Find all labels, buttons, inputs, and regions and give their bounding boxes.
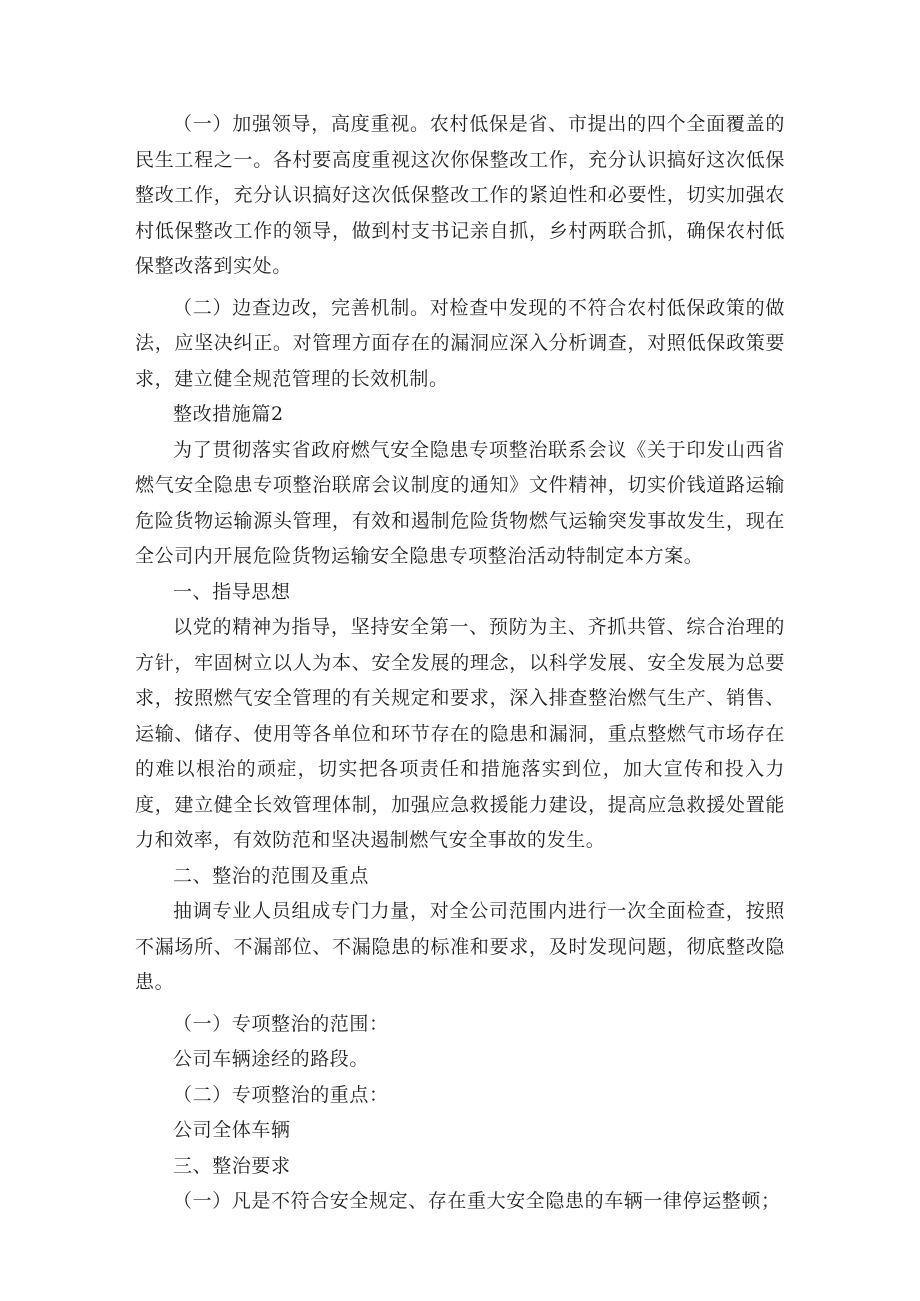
paragraph-inspection: 抽调专业人员组成专门力量，对全公司范围内进行一次全面检查，按照不漏场所、不漏部位、不漏隐患的标准和要求，及时发现问题，彻底整改隐患。 [135, 900, 785, 993]
section-heading-guiding-ideology: 一、指导思想 [173, 580, 291, 603]
document-body [135, 107, 785, 1220]
list-item-focus-text: 公司全体车辆 [173, 1119, 291, 1141]
section-heading-requirements: 三、整治要求 [173, 1154, 291, 1177]
list-item-requirement-1: （一）凡是不符合安全规定、存在重大安全隐患的车辆一律停运整顿； [173, 1190, 781, 1212]
section-heading-measures-2: 整改措施篇2 [173, 403, 284, 425]
paragraph-purpose: 为了贯彻落实省政府燃气安全隐患专项整治联系会议《关于印发山西省燃气安全隐患专项整治联席会议制度的通知》文件精神，切实价钱道路运输危险货物运输源头管理，有效和遏制危险货物燃气运输突发事故发生，现在全公司内开展危险货物运输安全隐患专项整治活动特制定本方案。 [135, 438, 785, 567]
list-item-focus-heading: （二）专项整治的重点： [173, 1083, 389, 1106]
list-item-scope-text: 公司车辆途经的路段。 [173, 1048, 370, 1070]
paragraph-check-and-correct: （二）边查边改，完善机制。对检查中发现的不符合农村低保政策的做法，应坚决纠正。对管理方面存在的漏洞应深入分析调查，对照低保政策要求，建立健全规范管理的长效机制。 [135, 296, 785, 390]
paragraph-guiding-ideology: 以党的精神为指导，坚持安全第一、预防为主、齐抓共管、综合治理的方针，牢固树立以人为本、安全发展的理念，以科学发展、安全发展为总要求，按照燃气安全管理的有关规定和要求，深入排查整治燃气生产、销售、运输、储存、使用等各单位和环节存在的隐患和漏洞，重点整燃气市场存在的难以根治的顽症，切实把各项责任和措施落实到位，加大宣传和投入力度，建立健全长效管理体制，加强应急救援能力建设，提高应急救援处置能力和效率，有效防范和坚决遏制燃气安全事故的发生。 [135, 616, 785, 851]
section-heading-scope-and-focus: 二、整治的范围及重点 [173, 864, 370, 887]
paragraph-strengthen-leadership: （一）加强领导，高度重视。农村低保是省、市提出的四个全面覆盖的民生工程之一。各村要高度重视这次你保整改工作，充分认识搞好这次低保整改工作，充分认识搞好这次低保整改工作的紧迫性和必要性，切实加强农村低保整改工作的领导，做到村支书记亲自抓，乡村两联合抓，确保农村低保整改落到实处。 [135, 113, 785, 277]
list-item-scope-heading: （一）专项整治的范围： [173, 1012, 389, 1035]
